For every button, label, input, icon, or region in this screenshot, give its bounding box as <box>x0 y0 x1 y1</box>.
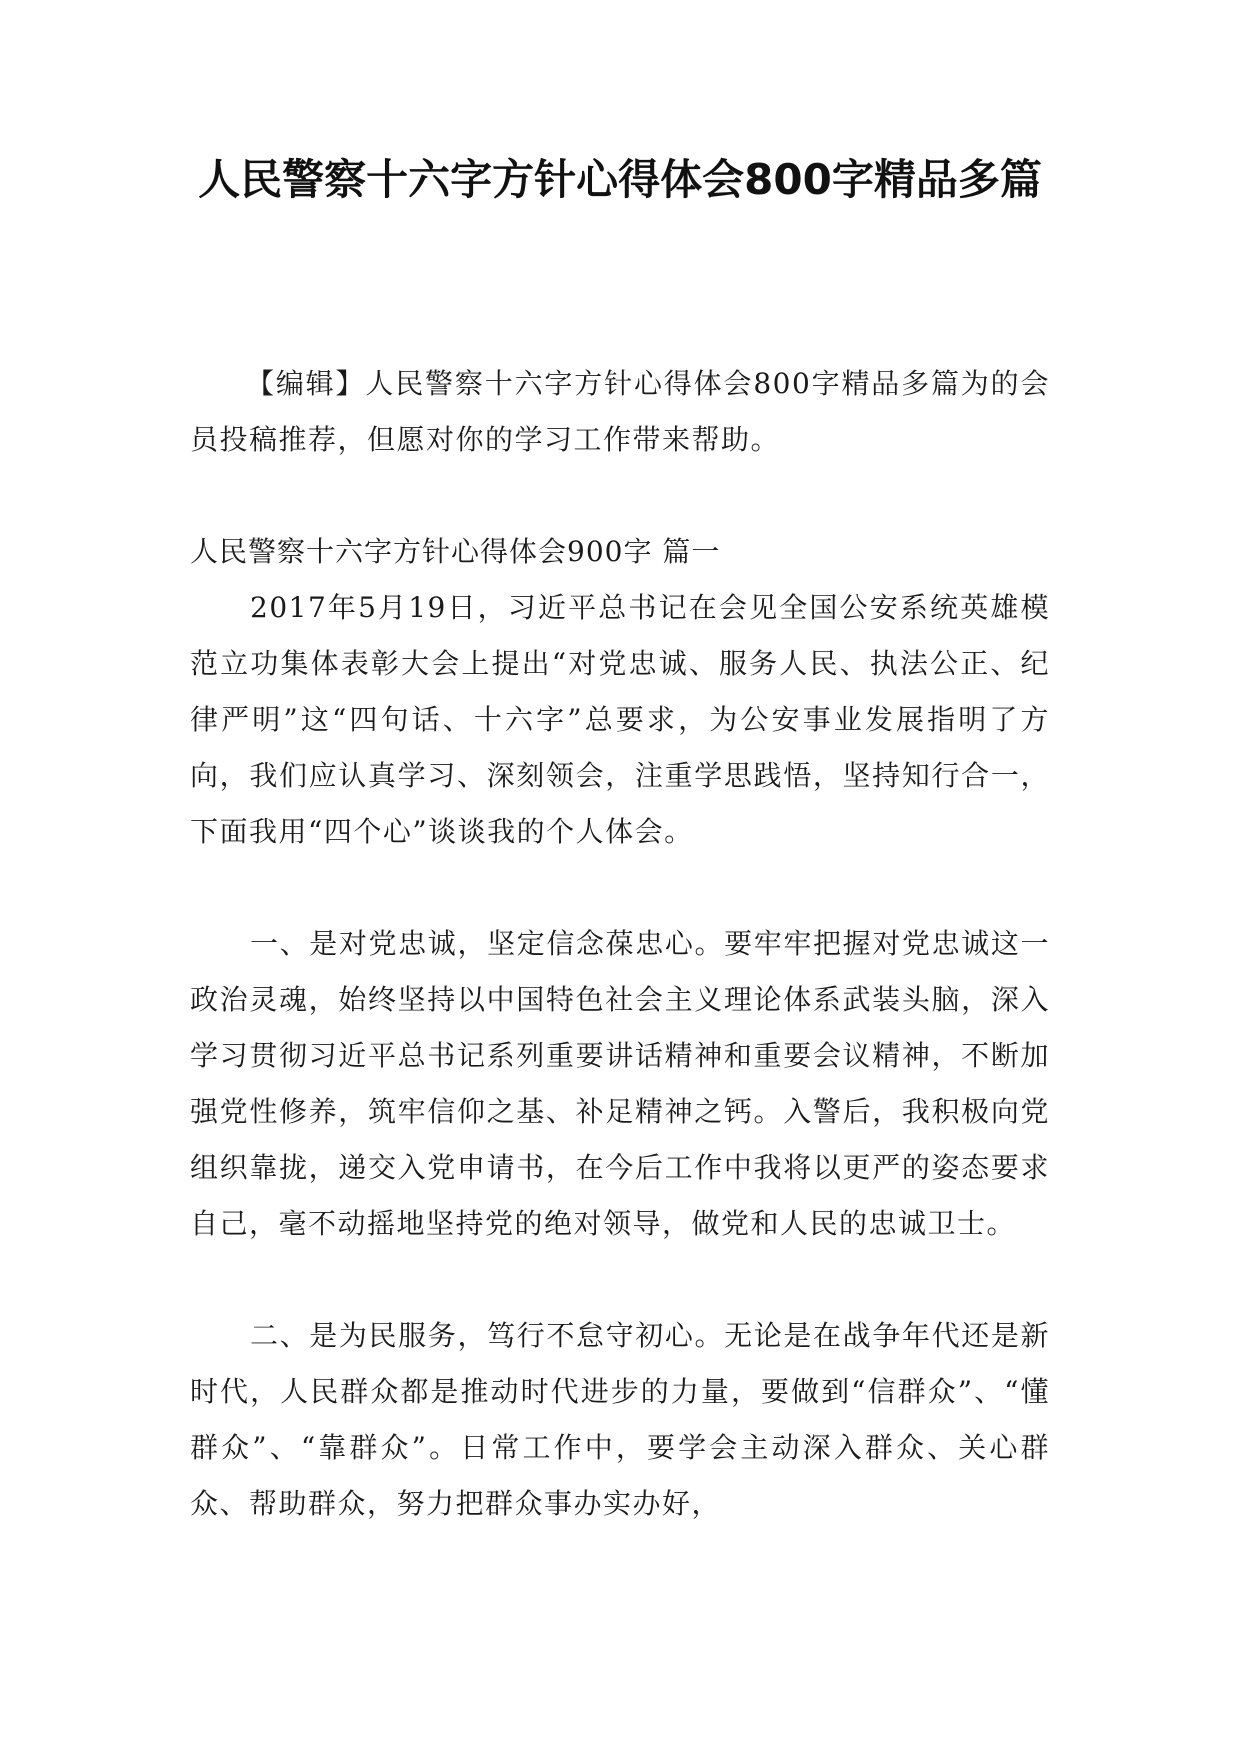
body-paragraph: 二、是为民服务，笃行不怠守初心。无论是在战争年代还是新时代，人民群众都是推动时代进步的力量，要做到“信群众”、“懂群众”、“靠群众”。日常工作中，要学会主动深入群众、关心群众、帮助群众，努力把群众事办实办好， <box>190 1319 1050 1520</box>
body-paragraph: 一、是对党忠诚，坚定信念葆忠心。要牢牢把握对党忠诚这一政治灵魂，始终坚持以中国特色社会主义理论体系武装头脑，深入学习贯彻习近平总书记系列重要讲话精神和重要会议精神，不断加强党性修养，筑牢信仰之基、补足精神之钙。入警后，我积极向党组织靠拢，递交入党申请书，在今后工作中我将以更严的姿态要求自己，毫不动摇地坚持党的绝对领导，做党和人民的忠诚卫士。 <box>190 927 1050 1240</box>
body-paragraph: 2017年5月19日，习近平总书记在会见全国公安系统英雄模范立功集体表彰大会上提出“对党忠诚、服务人民、执法公正、纪律严明”这“四句话、十六字”总要求，为公安事业发展指明了方向，我们应认真学习、深刻领会，注重学思践悟，坚持知行合一，下面我用“四个心”谈谈我的个人体会。 <box>190 591 1050 848</box>
document-title: 人民警察十六字方针心得体会800字精品多篇 <box>198 155 1042 204</box>
section-heading: 人民警察十六字方针心得体会900字 篇一 <box>190 535 721 568</box>
editor-note: 【编辑】人民警察十六字方针心得体会800字精品多篇为的会员投稿推荐，但愿对你的学习工作带来帮助。 <box>190 367 1050 456</box>
